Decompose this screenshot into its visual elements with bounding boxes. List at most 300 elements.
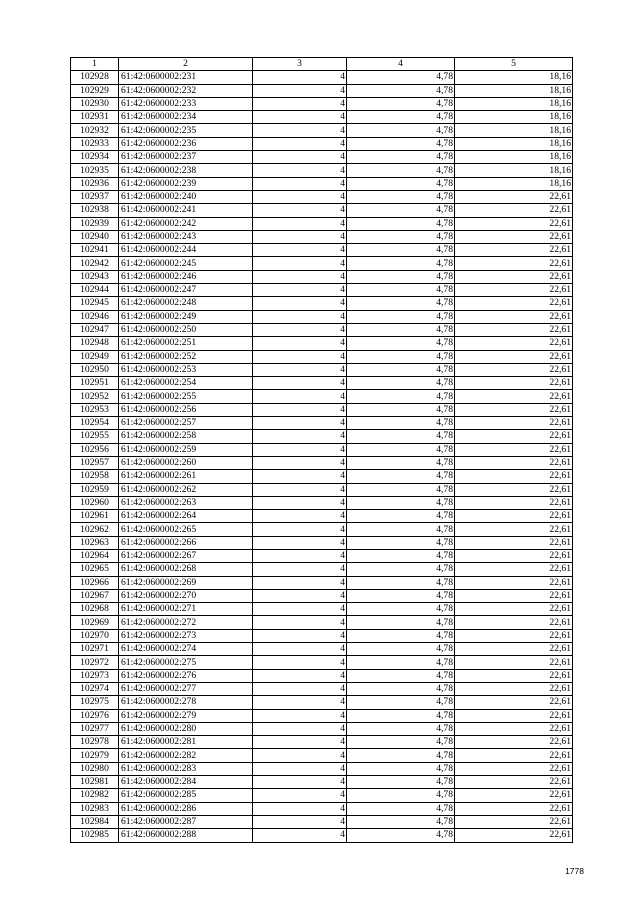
table-cell-col-2: 61:42:0600002:279 — [119, 709, 253, 722]
table-cell-col-1: 102965 — [71, 563, 119, 576]
table-cell-col-3: 4 — [253, 297, 347, 310]
table-cell-col-2: 61:42:0600002:239 — [119, 177, 253, 190]
table-cell-col-2: 61:42:0600002:252 — [119, 350, 253, 363]
table-cell-col-1: 102960 — [71, 496, 119, 509]
table-row — [71, 137, 573, 150]
table-row — [71, 443, 573, 456]
table-cell-col-1: 102934 — [71, 151, 119, 164]
table-cell-col-3: 4 — [253, 390, 347, 403]
table-cell-col-5: 22,61 — [455, 190, 573, 203]
table-cell-col-4: 4,78 — [347, 151, 455, 164]
table-row — [71, 350, 573, 363]
table-row — [71, 151, 573, 164]
table-row — [71, 177, 573, 190]
table-row — [71, 97, 573, 110]
table-row — [71, 270, 573, 283]
column-header-1: 1 — [71, 58, 119, 71]
table-row — [71, 523, 573, 536]
table-cell-col-5: 22,61 — [455, 776, 573, 789]
table-cell-col-1: 102951 — [71, 377, 119, 390]
table-cell-col-3: 4 — [253, 337, 347, 350]
table-row — [71, 456, 573, 469]
table-cell-col-2: 61:42:0600002:238 — [119, 164, 253, 177]
table-cell-col-4: 4,78 — [347, 190, 455, 203]
table-cell-col-5: 22,61 — [455, 483, 573, 496]
table-cell-col-2: 61:42:0600002:256 — [119, 403, 253, 416]
table-cell-col-5: 22,61 — [455, 510, 573, 523]
table-cell-col-5: 18,16 — [455, 71, 573, 84]
table-row — [71, 217, 573, 230]
table-cell-col-2: 61:42:0600002:257 — [119, 417, 253, 430]
table-cell-col-3: 4 — [253, 111, 347, 124]
table-cell-col-4: 4,78 — [347, 430, 455, 443]
table-cell-col-2: 61:42:0600002:233 — [119, 97, 253, 110]
table-cell-col-4: 4,78 — [347, 111, 455, 124]
table-cell-col-2: 61:42:0600002:265 — [119, 523, 253, 536]
table-cell-col-3: 4 — [253, 563, 347, 576]
table-cell-col-5: 22,61 — [455, 310, 573, 323]
table-cell-col-2: 61:42:0600002:234 — [119, 111, 253, 124]
table-cell-col-3: 4 — [253, 749, 347, 762]
table-cell-col-5: 22,61 — [455, 297, 573, 310]
table-cell-col-5: 22,61 — [455, 257, 573, 270]
table-cell-col-5: 22,61 — [455, 230, 573, 243]
table-cell-col-2: 61:42:0600002:244 — [119, 244, 253, 257]
table-cell-col-4: 4,78 — [347, 643, 455, 656]
table-cell-col-1: 102978 — [71, 736, 119, 749]
table-cell-col-4: 4,78 — [347, 257, 455, 270]
table-cell-col-5: 18,16 — [455, 124, 573, 137]
table-row — [71, 244, 573, 257]
table-cell-col-4: 4,78 — [347, 443, 455, 456]
table-cell-col-2: 61:42:0600002:236 — [119, 137, 253, 150]
table-cell-col-4: 4,78 — [347, 124, 455, 137]
table-cell-col-4: 4,78 — [347, 417, 455, 430]
table-cell-col-4: 4,78 — [347, 736, 455, 749]
table-cell-col-2: 61:42:0600002:248 — [119, 297, 253, 310]
table-cell-col-1: 102948 — [71, 337, 119, 350]
table-cell-col-3: 4 — [253, 244, 347, 257]
table-cell-col-3: 4 — [253, 789, 347, 802]
table-cell-col-1: 102977 — [71, 722, 119, 735]
table-cell-col-3: 4 — [253, 736, 347, 749]
table-cell-col-4: 4,78 — [347, 137, 455, 150]
table-cell-col-5: 22,61 — [455, 576, 573, 589]
table-cell-col-1: 102947 — [71, 323, 119, 336]
table-cell-col-5: 22,61 — [455, 789, 573, 802]
table-row — [71, 576, 573, 589]
table-cell-col-2: 61:42:0600002:281 — [119, 736, 253, 749]
table-cell-col-5: 22,61 — [455, 523, 573, 536]
table-cell-col-3: 4 — [253, 643, 347, 656]
table-row — [71, 616, 573, 629]
table-cell-col-2: 61:42:0600002:254 — [119, 377, 253, 390]
table-cell-col-1: 102961 — [71, 510, 119, 523]
table-cell-col-3: 4 — [253, 377, 347, 390]
table-cell-col-5: 22,61 — [455, 709, 573, 722]
table-cell-col-5: 22,61 — [455, 284, 573, 297]
table-cell-col-1: 102942 — [71, 257, 119, 270]
table-cell-col-5: 22,61 — [455, 496, 573, 509]
table-cell-col-4: 4,78 — [347, 616, 455, 629]
table-cell-col-5: 22,61 — [455, 749, 573, 762]
table-cell-col-5: 22,61 — [455, 350, 573, 363]
table-cell-col-5: 22,61 — [455, 390, 573, 403]
table-row — [71, 297, 573, 310]
table-cell-col-2: 61:42:0600002:274 — [119, 643, 253, 656]
table-row — [71, 403, 573, 416]
table-cell-col-1: 102933 — [71, 137, 119, 150]
table-cell-col-5: 22,61 — [455, 656, 573, 669]
table-row — [71, 284, 573, 297]
table-cell-col-3: 4 — [253, 549, 347, 562]
data-table — [70, 57, 573, 843]
table-cell-col-2: 61:42:0600002:268 — [119, 563, 253, 576]
table-cell-col-3: 4 — [253, 576, 347, 589]
table-cell-col-5: 22,61 — [455, 696, 573, 709]
table-cell-col-3: 4 — [253, 284, 347, 297]
table-cell-col-3: 4 — [253, 762, 347, 775]
table-cell-col-5: 22,61 — [455, 323, 573, 336]
table-cell-col-2: 61:42:0600002:280 — [119, 722, 253, 735]
table-cell-col-4: 4,78 — [347, 164, 455, 177]
table-cell-col-5: 22,61 — [455, 802, 573, 815]
table-row — [71, 629, 573, 642]
table-cell-col-5: 22,61 — [455, 682, 573, 695]
table-cell-col-5: 22,61 — [455, 815, 573, 828]
table-row — [71, 563, 573, 576]
table-cell-col-2: 61:42:0600002:272 — [119, 616, 253, 629]
table-cell-col-4: 4,78 — [347, 749, 455, 762]
table-cell-col-4: 4,78 — [347, 776, 455, 789]
table-cell-col-1: 102956 — [71, 443, 119, 456]
table-cell-col-1: 102974 — [71, 682, 119, 695]
table-cell-col-3: 4 — [253, 669, 347, 682]
table-cell-col-4: 4,78 — [347, 563, 455, 576]
table-cell-col-2: 61:42:0600002:276 — [119, 669, 253, 682]
table-cell-col-1: 102970 — [71, 629, 119, 642]
table-cell-col-5: 22,61 — [455, 629, 573, 642]
column-header-5: 5 — [455, 58, 573, 71]
table-cell-col-4: 4,78 — [347, 377, 455, 390]
table-cell-col-3: 4 — [253, 97, 347, 110]
table-cell-col-5: 22,61 — [455, 430, 573, 443]
table-row — [71, 829, 573, 842]
table-cell-col-3: 4 — [253, 456, 347, 469]
table-cell-col-4: 4,78 — [347, 629, 455, 642]
table-cell-col-4: 4,78 — [347, 270, 455, 283]
table-cell-col-4: 4,78 — [347, 350, 455, 363]
table-cell-col-3: 4 — [253, 403, 347, 416]
table-cell-col-5: 22,61 — [455, 270, 573, 283]
table-cell-col-2: 61:42:0600002:278 — [119, 696, 253, 709]
table-cell-col-2: 61:42:0600002:285 — [119, 789, 253, 802]
table-cell-col-2: 61:42:0600002:258 — [119, 430, 253, 443]
table-cell-col-5: 22,61 — [455, 549, 573, 562]
table-cell-col-2: 61:42:0600002:251 — [119, 337, 253, 350]
table-row — [71, 643, 573, 656]
table-cell-col-3: 4 — [253, 84, 347, 97]
table-cell-col-2: 61:42:0600002:259 — [119, 443, 253, 456]
table-cell-col-5: 22,61 — [455, 563, 573, 576]
table-cell-col-4: 4,78 — [347, 244, 455, 257]
table-cell-col-4: 4,78 — [347, 84, 455, 97]
table-cell-col-3: 4 — [253, 124, 347, 137]
table-row — [71, 789, 573, 802]
table-cell-col-5: 22,61 — [455, 762, 573, 775]
table-cell-col-1: 102967 — [71, 589, 119, 602]
table-cell-col-1: 102952 — [71, 390, 119, 403]
table-cell-col-1: 102936 — [71, 177, 119, 190]
table-cell-col-1: 102957 — [71, 456, 119, 469]
table-cell-col-1: 102980 — [71, 762, 119, 775]
table-cell-col-2: 61:42:0600002:264 — [119, 510, 253, 523]
table-cell-col-3: 4 — [253, 190, 347, 203]
table-cell-col-4: 4,78 — [347, 483, 455, 496]
table-cell-col-2: 61:42:0600002:286 — [119, 802, 253, 815]
table-cell-col-1: 102929 — [71, 84, 119, 97]
table-cell-col-2: 61:42:0600002:240 — [119, 190, 253, 203]
table-cell-col-5: 22,61 — [455, 736, 573, 749]
table-cell-col-4: 4,78 — [347, 71, 455, 84]
table-cell-col-1: 102939 — [71, 217, 119, 230]
table-cell-col-3: 4 — [253, 204, 347, 217]
table-cell-col-3: 4 — [253, 523, 347, 536]
table-row — [71, 111, 573, 124]
table-cell-col-3: 4 — [253, 417, 347, 430]
table-cell-col-4: 4,78 — [347, 230, 455, 243]
table-cell-col-4: 4,78 — [347, 829, 455, 842]
table-cell-col-1: 102949 — [71, 350, 119, 363]
table-cell-col-1: 102984 — [71, 815, 119, 828]
table-row — [71, 656, 573, 669]
table-cell-col-4: 4,78 — [347, 323, 455, 336]
table-cell-col-4: 4,78 — [347, 815, 455, 828]
table-cell-col-1: 102979 — [71, 749, 119, 762]
table-cell-col-1: 102981 — [71, 776, 119, 789]
table-cell-col-2: 61:42:0600002:266 — [119, 536, 253, 549]
table-cell-col-1: 102969 — [71, 616, 119, 629]
table-cell-col-3: 4 — [253, 151, 347, 164]
table-cell-col-3: 4 — [253, 230, 347, 243]
table-cell-col-3: 4 — [253, 722, 347, 735]
table-cell-col-1: 102975 — [71, 696, 119, 709]
table-cell-col-2: 61:42:0600002:245 — [119, 257, 253, 270]
table-cell-col-1: 102958 — [71, 470, 119, 483]
table-row — [71, 603, 573, 616]
table-cell-col-4: 4,78 — [347, 576, 455, 589]
table-cell-col-5: 18,16 — [455, 137, 573, 150]
table-cell-col-3: 4 — [253, 536, 347, 549]
table-cell-col-5: 22,61 — [455, 456, 573, 469]
table-cell-col-4: 4,78 — [347, 217, 455, 230]
table-row — [71, 589, 573, 602]
table-row — [71, 470, 573, 483]
table-cell-col-4: 4,78 — [347, 177, 455, 190]
table-cell-col-5: 22,61 — [455, 643, 573, 656]
table-cell-col-5: 18,16 — [455, 84, 573, 97]
table-cell-col-2: 61:42:0600002:247 — [119, 284, 253, 297]
table-cell-col-3: 4 — [253, 443, 347, 456]
table-cell-col-2: 61:42:0600002:241 — [119, 204, 253, 217]
table-row — [71, 257, 573, 270]
table-row — [71, 549, 573, 562]
table-cell-col-4: 4,78 — [347, 669, 455, 682]
table-cell-col-3: 4 — [253, 270, 347, 283]
table-cell-col-5: 22,61 — [455, 443, 573, 456]
table-cell-col-4: 4,78 — [347, 656, 455, 669]
table-cell-col-4: 4,78 — [347, 390, 455, 403]
table-cell-col-1: 102954 — [71, 417, 119, 430]
table-cell-col-4: 4,78 — [347, 456, 455, 469]
table-cell-col-1: 102976 — [71, 709, 119, 722]
table-cell-col-3: 4 — [253, 709, 347, 722]
table-cell-col-4: 4,78 — [347, 789, 455, 802]
table-cell-col-4: 4,78 — [347, 310, 455, 323]
column-header-2: 2 — [119, 58, 253, 71]
table-row — [71, 749, 573, 762]
table-cell-col-3: 4 — [253, 696, 347, 709]
table-cell-col-4: 4,78 — [347, 204, 455, 217]
table-cell-col-5: 22,61 — [455, 669, 573, 682]
table-row — [71, 377, 573, 390]
table-row — [71, 323, 573, 336]
column-header-4: 4 — [347, 58, 455, 71]
table-cell-col-5: 22,61 — [455, 217, 573, 230]
table-cell-col-2: 61:42:0600002:271 — [119, 603, 253, 616]
table-row — [71, 682, 573, 695]
table-row — [71, 802, 573, 815]
table-cell-col-2: 61:42:0600002:249 — [119, 310, 253, 323]
table-row — [71, 71, 573, 84]
table-cell-col-2: 61:42:0600002:270 — [119, 589, 253, 602]
table-cell-col-1: 102953 — [71, 403, 119, 416]
table-cell-col-5: 22,61 — [455, 829, 573, 842]
table-cell-col-4: 4,78 — [347, 510, 455, 523]
table-cell-col-3: 4 — [253, 603, 347, 616]
table-cell-col-5: 22,61 — [455, 337, 573, 350]
table-cell-col-5: 22,61 — [455, 470, 573, 483]
table-cell-col-4: 4,78 — [347, 589, 455, 602]
table-cell-col-4: 4,78 — [347, 97, 455, 110]
table-cell-col-2: 61:42:0600002:277 — [119, 682, 253, 695]
table-row — [71, 84, 573, 97]
table-cell-col-1: 102946 — [71, 310, 119, 323]
table-cell-col-4: 4,78 — [347, 549, 455, 562]
table-cell-col-2: 61:42:0600002:231 — [119, 71, 253, 84]
table-cell-col-2: 61:42:0600002:283 — [119, 762, 253, 775]
table-cell-col-1: 102962 — [71, 523, 119, 536]
table-cell-col-5: 18,16 — [455, 164, 573, 177]
table-cell-col-2: 61:42:0600002:242 — [119, 217, 253, 230]
table-cell-col-1: 102982 — [71, 789, 119, 802]
table-cell-col-1: 102943 — [71, 270, 119, 283]
table-row — [71, 363, 573, 376]
table-cell-col-2: 61:42:0600002:269 — [119, 576, 253, 589]
table-cell-col-3: 4 — [253, 483, 347, 496]
table-cell-col-5: 18,16 — [455, 151, 573, 164]
table-cell-col-1: 102968 — [71, 603, 119, 616]
table-cell-col-1: 102983 — [71, 802, 119, 815]
table-cell-col-3: 4 — [253, 470, 347, 483]
table-cell-col-2: 61:42:0600002:282 — [119, 749, 253, 762]
table-cell-col-5: 18,16 — [455, 111, 573, 124]
table-cell-col-3: 4 — [253, 496, 347, 509]
table-cell-col-3: 4 — [253, 350, 347, 363]
table-cell-col-2: 61:42:0600002:246 — [119, 270, 253, 283]
table-row — [71, 696, 573, 709]
table-cell-col-5: 18,16 — [455, 97, 573, 110]
table-row — [71, 190, 573, 203]
table-cell-col-1: 102944 — [71, 284, 119, 297]
table-row — [71, 709, 573, 722]
table-cell-col-5: 22,61 — [455, 589, 573, 602]
document-sheet — [70, 57, 572, 843]
table-cell-col-4: 4,78 — [347, 696, 455, 709]
table-cell-col-2: 61:42:0600002:262 — [119, 483, 253, 496]
table-cell-col-3: 4 — [253, 815, 347, 828]
table-cell-col-3: 4 — [253, 137, 347, 150]
table-cell-col-4: 4,78 — [347, 802, 455, 815]
table-cell-col-3: 4 — [253, 310, 347, 323]
table-cell-col-3: 4 — [253, 363, 347, 376]
table-row — [71, 483, 573, 496]
table-cell-col-3: 4 — [253, 616, 347, 629]
table-cell-col-3: 4 — [253, 510, 347, 523]
table-cell-col-1: 102985 — [71, 829, 119, 842]
table-cell-col-3: 4 — [253, 217, 347, 230]
table-cell-col-3: 4 — [253, 323, 347, 336]
table-row — [71, 762, 573, 775]
table-cell-col-2: 61:42:0600002:235 — [119, 124, 253, 137]
table-cell-col-3: 4 — [253, 177, 347, 190]
table-cell-col-3: 4 — [253, 164, 347, 177]
table-cell-col-2: 61:42:0600002:243 — [119, 230, 253, 243]
table-cell-col-1: 102971 — [71, 643, 119, 656]
table-cell-col-2: 61:42:0600002:273 — [119, 629, 253, 642]
table-cell-col-5: 22,61 — [455, 536, 573, 549]
table-cell-col-5: 22,61 — [455, 603, 573, 616]
table-cell-col-3: 4 — [253, 629, 347, 642]
table-cell-col-4: 4,78 — [347, 337, 455, 350]
column-header-3: 3 — [253, 58, 347, 71]
table-row — [71, 536, 573, 549]
table-row — [71, 164, 573, 177]
table-cell-col-1: 102935 — [71, 164, 119, 177]
table-cell-col-2: 61:42:0600002:260 — [119, 456, 253, 469]
table-row — [71, 776, 573, 789]
table-cell-col-3: 4 — [253, 71, 347, 84]
table-cell-col-2: 61:42:0600002:232 — [119, 84, 253, 97]
table-cell-col-1: 102959 — [71, 483, 119, 496]
table-cell-col-2: 61:42:0600002:275 — [119, 656, 253, 669]
table-row — [71, 815, 573, 828]
table-row — [71, 417, 573, 430]
table-cell-col-4: 4,78 — [347, 523, 455, 536]
table-cell-col-4: 4,78 — [347, 536, 455, 549]
table-cell-col-2: 61:42:0600002:261 — [119, 470, 253, 483]
table-cell-col-4: 4,78 — [347, 297, 455, 310]
table-cell-col-4: 4,78 — [347, 363, 455, 376]
table-cell-col-1: 102973 — [71, 669, 119, 682]
table-row — [71, 204, 573, 217]
table-row — [71, 722, 573, 735]
table-cell-col-4: 4,78 — [347, 470, 455, 483]
table-row — [71, 124, 573, 137]
table-cell-col-3: 4 — [253, 589, 347, 602]
table-cell-col-2: 61:42:0600002:287 — [119, 815, 253, 828]
table-cell-col-3: 4 — [253, 829, 347, 842]
